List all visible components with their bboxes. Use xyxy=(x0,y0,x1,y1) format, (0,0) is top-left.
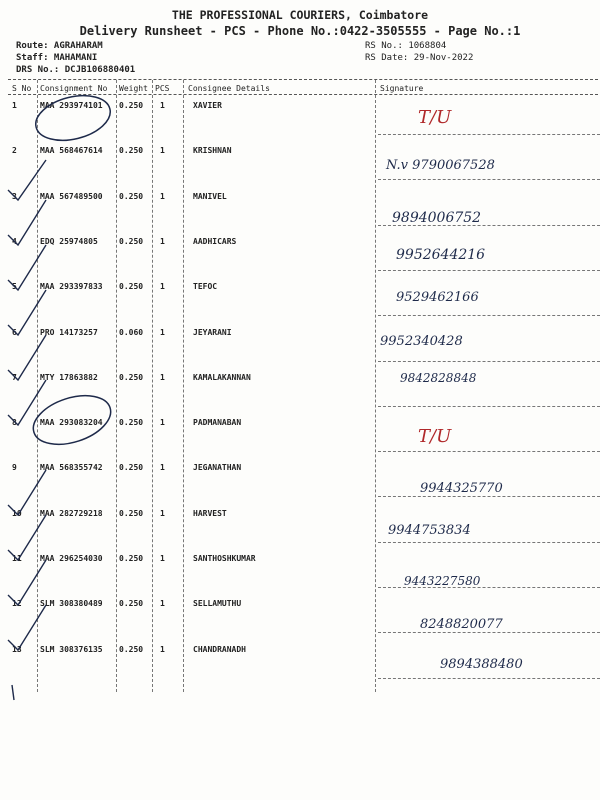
handwritten-signature: T/U xyxy=(418,107,452,128)
row-sno: 5 xyxy=(12,282,17,292)
row-sno: 9 xyxy=(12,463,17,473)
row-pcs: 1 xyxy=(160,508,165,518)
row-consignee: AADHICARS xyxy=(193,236,237,246)
handwritten-signature: 8248820077 xyxy=(420,617,503,633)
row-pcs: 1 xyxy=(160,191,165,201)
row-consignment-no: MAA 293974101 xyxy=(40,101,103,110)
col-sno: S No xyxy=(12,84,32,93)
row-pcs: 1 xyxy=(160,463,165,473)
row-weight: 0.250 xyxy=(119,599,144,609)
row-weight: 0.250 xyxy=(119,236,144,246)
row-pcs: 1 xyxy=(160,644,165,654)
row-sno: 13 xyxy=(12,644,22,654)
row-consignment-no: MAA 568355742 xyxy=(40,463,103,473)
row-consignment-no: SLM 308380489 xyxy=(40,599,103,609)
handwritten-signature: 9944753834 xyxy=(388,522,471,538)
rs-number: RS No.: 1068804 xyxy=(365,41,447,51)
row-pcs: 1 xyxy=(160,236,165,246)
tick-mark xyxy=(8,335,46,380)
row-consignee: CHANDRANADH xyxy=(193,644,246,654)
col-consignment: Consignment No xyxy=(40,84,108,93)
tick-mark xyxy=(8,470,46,515)
handwritten-signature: 9944325770 xyxy=(420,481,503,497)
row-consignment-no: MAA 293083204 xyxy=(40,418,103,428)
row-consignee: KRISHNAN xyxy=(193,146,232,156)
row-consignment-no: MAA 567489500 xyxy=(40,191,103,201)
handwritten-signature: 9529462166 xyxy=(396,290,479,306)
row-pcs: 1 xyxy=(160,146,165,156)
circle-mark-row-8 xyxy=(27,387,117,454)
handwritten-signature: 9952644216 xyxy=(396,246,486,263)
company-title: THE PROFESSIONAL COURIERS, Coimbatore xyxy=(171,8,429,22)
handwritten-signature: 9894388480 xyxy=(440,656,523,672)
row-pcs: 1 xyxy=(160,372,165,382)
row-consignee: SANTHOSHKUMAR xyxy=(193,554,256,563)
row-weight: 0.250 xyxy=(119,644,144,654)
row-consignee: XAVIER xyxy=(193,101,222,110)
row-sno: 12 xyxy=(12,599,22,609)
row-pcs: 1 xyxy=(160,327,165,337)
row-pcs: 1 xyxy=(160,554,165,563)
tick-mark xyxy=(8,560,46,605)
tick-mark xyxy=(8,245,46,290)
tick-mark xyxy=(12,685,14,700)
row-consignment-no: PRO 14173257 xyxy=(40,327,98,337)
handwritten-signature: 9842828848 xyxy=(400,370,477,385)
col-signature: Signature xyxy=(380,84,424,93)
row-sno: 8 xyxy=(12,418,17,428)
row-sno: 1 xyxy=(12,101,17,110)
tick-mark xyxy=(8,290,46,335)
handwritten-signature: 9443227580 xyxy=(404,574,481,588)
col-weight: Weight xyxy=(119,84,148,93)
row-consignment-no: EDQ 25974805 xyxy=(40,236,98,246)
rs-date: RS Date: 29-Nov-2022 xyxy=(365,53,474,63)
row-weight: 0.250 xyxy=(119,191,144,201)
tick-mark xyxy=(8,605,46,650)
row-pcs: 1 xyxy=(160,282,165,292)
row-weight: 0.060 xyxy=(119,327,144,337)
row-sno: 4 xyxy=(12,236,17,246)
row-weight: 0.250 xyxy=(119,418,144,428)
row-weight: 0.250 xyxy=(119,146,144,156)
row-consignee: MANIVEL xyxy=(193,191,227,201)
row-consignment-no: SLM 308376135 xyxy=(40,644,103,654)
tick-mark xyxy=(8,380,46,428)
handwritten-signature: 9952340428 xyxy=(380,333,463,349)
row-consignment-no: MTY 17863882 xyxy=(40,372,98,382)
tick-mark xyxy=(8,200,46,245)
row-weight: 0.250 xyxy=(119,508,144,518)
row-weight: 0.250 xyxy=(119,554,144,563)
row-consignee: PADMANABAN xyxy=(193,418,242,428)
row-consignee: KAMALAKANNAN xyxy=(193,372,251,382)
row-sno: 7 xyxy=(12,372,17,382)
tick-mark xyxy=(8,160,46,200)
row-pcs: 1 xyxy=(160,418,165,428)
row-weight: 0.250 xyxy=(119,101,144,110)
row-consignee: JEYARANI xyxy=(193,327,232,337)
row-consignment-no: MAA 296254030 xyxy=(40,554,103,563)
col-consignee: Consignee Details xyxy=(188,84,270,93)
row-weight: 0.250 xyxy=(119,372,144,382)
row-consignee: SELLAMUTHU xyxy=(193,599,242,609)
row-consignment-no: MAA 293397833 xyxy=(40,282,103,292)
row-weight: 0.250 xyxy=(119,463,144,473)
route-label: Route: AGRAHARAM xyxy=(16,41,103,51)
col-pcs: PCS xyxy=(155,84,170,93)
row-consignment-no: MAA 282729218 xyxy=(40,508,103,518)
row-sno: 11 xyxy=(12,554,22,563)
row-weight: 0.250 xyxy=(119,282,144,292)
row-pcs: 1 xyxy=(160,599,165,609)
row-consignee: HARVEST xyxy=(193,508,227,518)
row-sno: 6 xyxy=(12,327,17,337)
drs-number: DRS No.: DCJB106880401 xyxy=(16,65,136,75)
row-sno: 10 xyxy=(12,508,22,518)
handwritten-signature: 9894006752 xyxy=(392,209,482,226)
row-pcs: 1 xyxy=(160,101,165,110)
row-consignee: TEFOC xyxy=(193,282,218,292)
tick-mark xyxy=(8,515,46,560)
handwritten-signature: T/U xyxy=(418,426,452,448)
row-sno: 3 xyxy=(12,191,17,201)
row-sno: 2 xyxy=(12,146,17,156)
row-consignee: JEGANATHAN xyxy=(193,463,242,473)
circle-mark-row-1 xyxy=(31,88,115,147)
staff-label: Staff: MAHAMANI xyxy=(16,53,98,63)
runsheet-subtitle: Delivery Runsheet - PCS - Phone No.:0422-3505555 - Page No.:1 xyxy=(79,24,521,38)
handwritten-signature: N.v 9790067528 xyxy=(386,158,495,174)
row-consignment-no: MAA 568467614 xyxy=(40,146,103,156)
